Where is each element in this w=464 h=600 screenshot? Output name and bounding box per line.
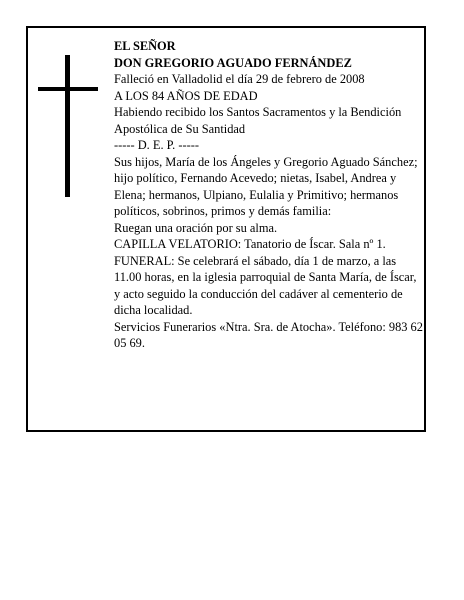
age-line: A LOS 84 AÑOS DE EDAD xyxy=(114,88,258,103)
deceased-name: DON GREGORIO AGUADO FERNÁNDEZ xyxy=(114,55,352,70)
cross-horizontal-bar xyxy=(38,87,98,91)
cross-icon xyxy=(38,55,98,197)
sacraments-text: Habiendo recibido los Santos Sacramentos y la Bendición Apostólica de Su Santidad xyxy=(114,105,402,136)
death-date-line: Falleció en Valladolid el día 29 de febrero de 2008 xyxy=(114,72,365,86)
notice-text-block xyxy=(114,38,424,352)
family-text: Sus hijos, María de los Ángeles y Gregorio Aguado Sánchez; hijo político, Fernando Acevedo; nietas, Isabel, Andrea y Elena; hermanos, Ulpiano, Eulalia y Primitivo; hermanos políticos, sobrinos, primos y demás familia: xyxy=(114,154,418,218)
prayer-request: Ruegan una oración por su alma. xyxy=(114,220,278,235)
chapel-info: CAPILLA VELATORIO: Tanatorio de Íscar. Sala nº 1. xyxy=(114,237,386,251)
obituary-notice xyxy=(26,26,426,432)
funeral-services-info: Servicios Funerarios «Ntra. Sra. de Atocha». Teléfono: 983 62 05 69. xyxy=(114,319,423,350)
cross-vertical-bar xyxy=(65,55,70,197)
notice-title-line1: EL SEÑOR xyxy=(114,39,176,53)
funeral-info: FUNERAL: Se celebrará el sábado, día 1 de marzo, a las 11.00 horas, en la iglesia parroquial de Santa María, de Íscar, y acto seguido la conducción del cadáver al cementerio de dicha localidad. xyxy=(114,253,417,317)
rip-line: ----- D. E. P. ----- xyxy=(114,138,199,152)
